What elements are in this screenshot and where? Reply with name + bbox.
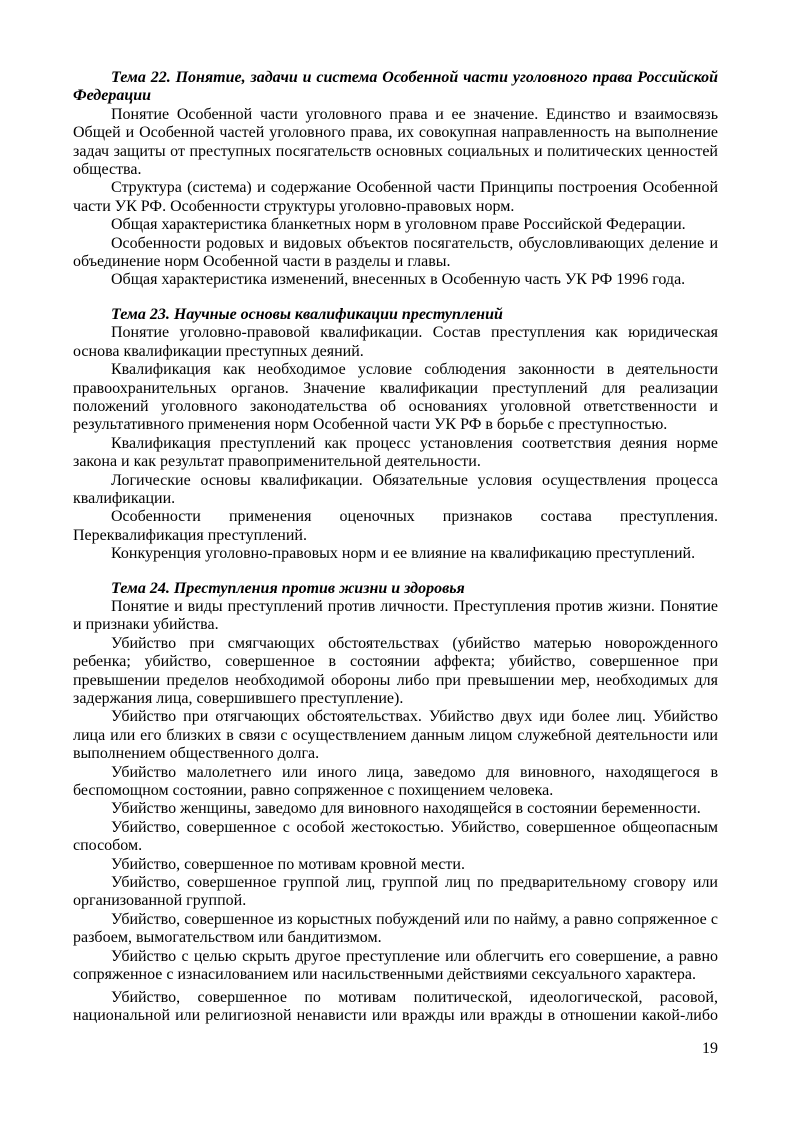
- paragraph: Убийство, совершенное по мотивам кровной мести.: [111, 855, 465, 873]
- section-heading: Тема 24. Преступления против жизни и здоровья: [111, 579, 465, 597]
- page-number: 19: [702, 1040, 718, 1057]
- section-tema-22: [73, 69, 718, 290]
- paragraph: Убийство малолетнего или иного лица, заведомо для виновного, находящегося в беспомощном состоянии, равно сопряженное с похищением человека.: [73, 763, 718, 800]
- paragraph: Логические основы квалификации. Обязательные условия осуществления процесса квалификации.: [73, 471, 718, 507]
- paragraph: Убийство с целью скрыть другое преступление или облегчить его совершение, а равно сопряженное с изнасилованием или насильственными действиями сексуального характера.: [73, 947, 718, 984]
- paragraph: Квалификация преступлений как процесс установления соответствия деяния норме закона и как результат правоприменительной деятельности.: [73, 434, 718, 471]
- paragraph: Особенности применения оценочных признаков состава преступления. Переквалификация преступлений.: [73, 508, 718, 544]
- paragraph: Конкуренция уголовно-правовых норм и ее влияние на квалификацию преступлений.: [111, 545, 696, 563]
- paragraph: Понятие и виды преступлений против личности. Преступления против жизни. Понятие и признаки убийства.: [73, 597, 718, 634]
- paragraph: Общая характеристика изменений, внесенных в Особенную часть УК РФ 1996 года.: [111, 271, 686, 289]
- paragraph: Убийство женщины, заведомо для виновного находящейся в состоянии беременности.: [111, 800, 701, 818]
- paragraph: Общая характеристика бланкетных норм в уголовном праве Российской Федерации.: [111, 216, 686, 234]
- paragraph: Понятие Особенной части уголовного права и ее значение. Единство и взаимосвязь Общей и Особенной частей уголовного права, их совокупная направленность на выполнение задач защиты от преступных посягательств основных социальных и политических ценностей общества.: [73, 105, 718, 179]
- paragraph: Структура (система) и содержание Особенной части Принципы построения Особенной части УК РФ. Особенности структуры уголовно-правовых норм.: [73, 179, 718, 215]
- paragraph: Убийство, совершенное по мотивам политической, идеологической, расовой, национальной или религиозной ненависти или вражды или вражды в отношении какой-либо: [73, 988, 718, 1024]
- section-heading: Тема 22. Понятие, задачи и система Особенной части уголовного права Российской Федерации: [73, 69, 718, 105]
- paragraph: Убийство, совершенное с особой жестокостью. Убийство, совершенное общеопасным способом.: [73, 818, 718, 855]
- section-tema-23: [73, 306, 718, 564]
- paragraph: Убийство при смягчающих обстоятельствах (убийство матерью новорожденного ребенка; убийство, совершенное в состоянии аффекта; убийство, совершенное при превышении пределов необходимой обороны либо при превышении мер, необходимых для задержания лица, совершившего преступление).: [73, 634, 718, 707]
- paragraph: Убийство, совершенное из корыстных побуждений или по найму, а равно сопряженное с разбоем, вымогательством или бандитизмом.: [73, 910, 718, 947]
- paragraph: Убийство при отягчающих обстоятельствах. Убийство двух иди более лиц. Убийство лица или его близких в связи с осуществлением данным лицом служебной деятельности или выполнением общественного долга.: [73, 708, 718, 763]
- paragraph: Понятие уголовно-правовой квалификации. Состав преступления как юридическая основа квалификации преступных деяний.: [73, 324, 718, 360]
- section-tema-24: [73, 580, 718, 1026]
- paragraph: Квалификация как необходимое условие соблюдения законности в деятельности правоохранительных органов. Значение квалификации преступлений для реализации положений уголовного законодательства об основаниях уголовной ответственности и результативного применения норм Особенной части УК РФ в борьбе с преступностью.: [73, 361, 718, 434]
- paragraph: Особенности родовых и видовых объектов посягательств, обусловливающих деление и объединение норм Особенной части в разделы и главы.: [73, 234, 718, 271]
- section-heading: Тема 23. Научные основы квалификации преступлений: [111, 305, 503, 323]
- paragraph: Убийство, совершенное группой лиц, группой лиц по предварительному сговору или организованной группой.: [73, 874, 718, 910]
